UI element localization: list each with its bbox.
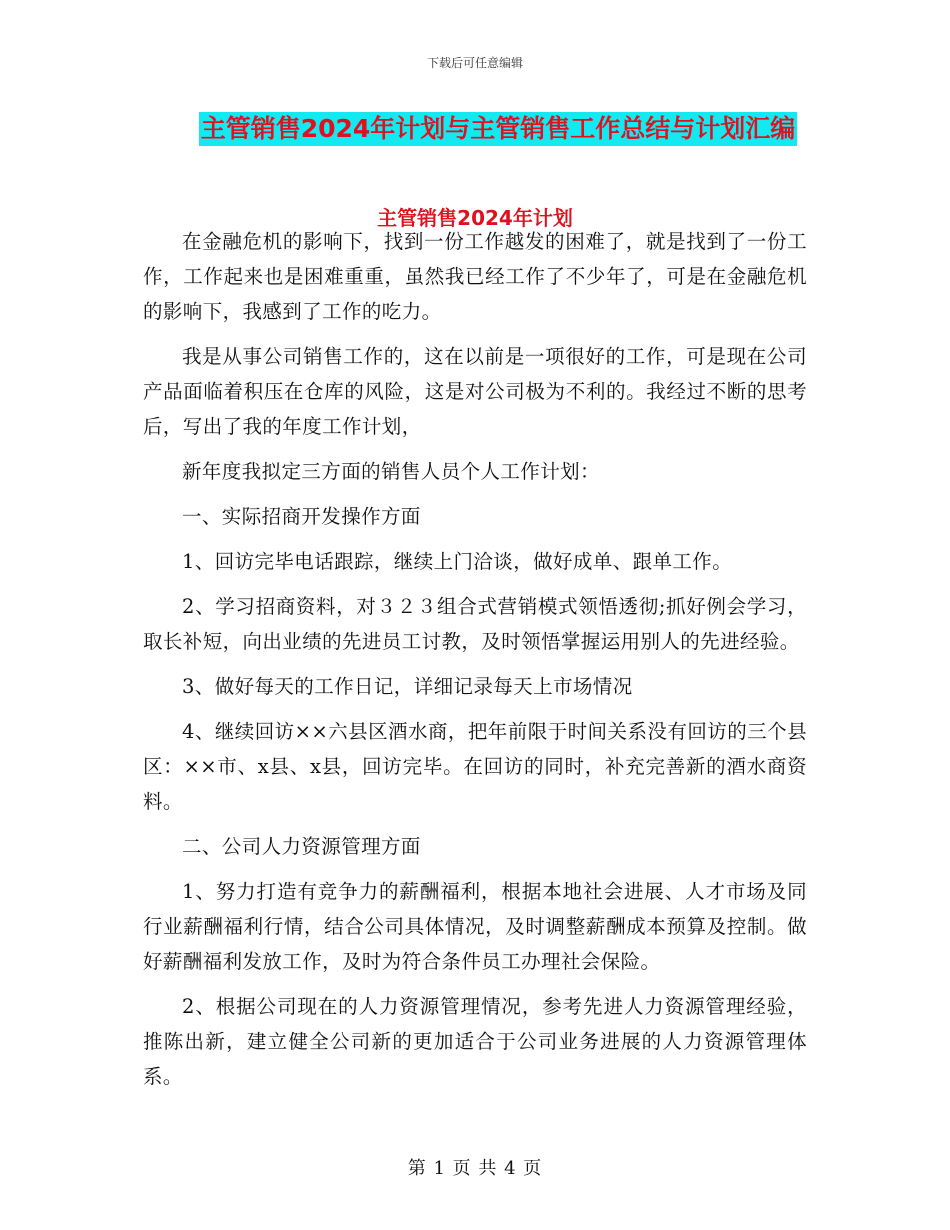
paragraph-intro-3: 新年度我拟定三方面的销售人员个人工作计划： [182, 460, 600, 483]
list-item-2-1: 1、努力打造有竞争力的薪酬福利，根据本地社会进展、人才市场及同行业薪酬福利行情，结合公司具体情况，及时调整薪酬成本预算及控制。做好薪酬福利发放工作，及时为符合条件员工办理社会保险。 [143, 880, 807, 973]
paragraph-intro-2: 我是从事公司销售工作的，这在以前是一项很好的工作，可是现在公司产品面临着积压在仓库的风险，这是对公司极为不利的。我经过不断的思考后，写出了我的年度工作计划， [143, 345, 807, 438]
page-number: 第 1 页 共 4 页 [407, 1158, 543, 1179]
document-body [143, 224, 807, 1094]
paragraph-intro-1: 在金融危机的影响下，找到一份工作越发的困难了，就是找到了一份工作，工作起来也是困难重重，虽然我已经工作了不少年了，可是在金融危机的影响下，我感到了工作的吃力。 [143, 230, 807, 323]
list-item-2-2: 2、根据公司现在的人力资源管理情况，参考先进人力资源管理经验，推陈出新，建立健全公司新的更加适合于公司业务进展的人力资源管理体系。 [143, 995, 807, 1088]
heading-part-1: 一、实际招商开发操作方面 [182, 505, 421, 528]
list-item-1-3: 3、做好每天的工作日记，详细记录每天上市场情况 [182, 675, 633, 698]
list-item-1-2: 2、学习招商资料，对３２３组合式营销模式领悟透彻;抓好例会学习，取长补短，向出业绩的先进员工讨教，及时领悟掌握运用别人的先进经验。 [143, 595, 807, 653]
heading-part-2: 二、公司人力资源管理方面 [182, 835, 421, 858]
document-title: 主管销售2024年计划与主管销售工作总结与计划汇编 [199, 112, 798, 146]
list-item-1-4: 4、继续回访××六县区酒水商，把年前限于时间关系没有回访的三个县区：××市、x县、x县，回访完毕。在回访的同时，补充完善新的酒水商资料。 [143, 720, 807, 813]
document-title-wrap [0, 112, 950, 146]
section-title: 主管销售2024年计划 [377, 206, 573, 230]
list-item-1-1: 1、回访完毕电话跟踪，继续上门洽谈，做好成单、跟单工作。 [182, 550, 733, 573]
header-note: 下载后可任意编辑 [426, 56, 523, 70]
